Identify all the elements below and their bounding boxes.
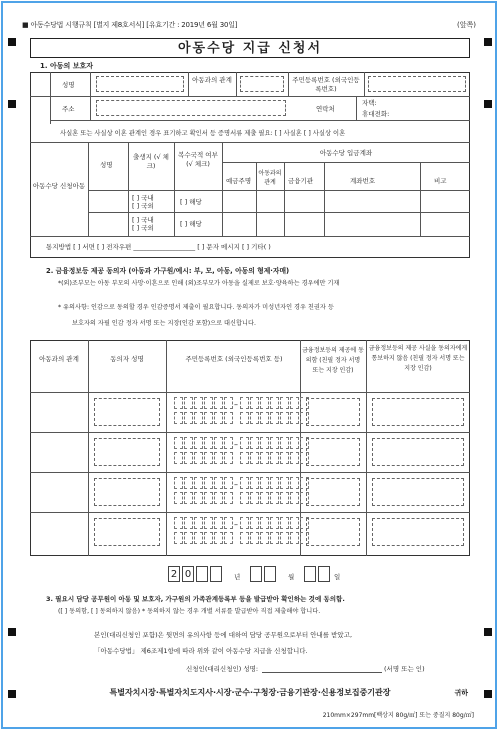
rrn-digit-cell[interactable] xyxy=(184,452,193,464)
label-guardian-name: 성명 xyxy=(62,81,75,89)
rrn-digit-cell[interactable] xyxy=(260,492,269,504)
col-rrn: 주민등록번호 (외국인등록번호 등) xyxy=(185,355,283,363)
rrn-digit-cell[interactable] xyxy=(240,437,249,449)
rrn-digit-cell[interactable] xyxy=(224,492,233,504)
rrn-digit-cell[interactable] xyxy=(224,437,233,449)
consent-sign-box[interactable] xyxy=(306,398,360,426)
col-no-notify: 금융정보등의 제공 사실을 동의자에게 통보하지 않음 (친필 정자 서명 또는 지장 인감) xyxy=(368,345,468,372)
rrn-digit-cell[interactable] xyxy=(270,437,279,449)
notify-method[interactable]: 통지방법 [ ] 서면 [ ] 전자우편 ___________________ [ ] 문자 메시지 [ ] 기타( ) xyxy=(46,243,271,251)
consent-sign-box[interactable] xyxy=(306,518,360,546)
rrn-digit-cell[interactable] xyxy=(214,492,223,504)
date-month-digit-2[interactable] xyxy=(264,566,276,582)
rrn-digit-cell[interactable] xyxy=(270,492,279,504)
guardian-name-input[interactable] xyxy=(96,76,184,92)
rrn-digit-cell[interactable] xyxy=(204,492,213,504)
rrn-separator: – xyxy=(234,400,238,409)
date-day-digit-2[interactable] xyxy=(318,566,330,582)
rrn-digit-cell[interactable] xyxy=(290,412,299,424)
label-home-phone: 자택: xyxy=(362,99,377,107)
child-side-label: 아동수당 신청아동 xyxy=(32,182,86,190)
rrn-digit-cell[interactable] xyxy=(260,412,269,424)
footer-honorific: 귀하 xyxy=(454,689,468,697)
common-law-note: 사실혼 또는 사실상 이혼 관계인 경우 표기하고 확인서 등 증명서류 제출 필요: [ ] 사실혼 [ ] 사실상 이혼 xyxy=(60,130,346,137)
rrn-digit-cell[interactable] xyxy=(224,517,233,529)
rrn-digit-cell[interactable] xyxy=(204,477,213,489)
rrn-digit-cell[interactable] xyxy=(184,492,193,504)
rrn-digit-cell[interactable] xyxy=(194,532,203,544)
form-header: ■ 아동수당법 시행규칙 [별지 제8호서식] [유효기간 : 2019년 6월 30일] xyxy=(22,21,238,29)
consent-sign-box[interactable] xyxy=(306,438,360,466)
rrn-separator: – xyxy=(234,440,238,449)
label-address: 주소 xyxy=(62,105,75,113)
rrn-digit-cell[interactable] xyxy=(184,532,193,544)
section3-title: 3. 필요시 담당 공무원이 아동 및 보호자, 가구원의 가족관계등록부 등을 발급받아 확인하는 것에 동의함. xyxy=(46,595,345,603)
no-notify-sign-box[interactable] xyxy=(372,478,464,506)
registration-mark-icon xyxy=(8,38,16,46)
page-side-label: (앞쪽) xyxy=(457,21,476,29)
section2-title: 2. 금융정보등 제공 동의자 (아동과 가구원/예시: 부, 모, 아동, 아동의 형제·자매) xyxy=(46,267,290,275)
label-child-birthplace: 출생지 (√ 체크) xyxy=(133,153,169,170)
rrn-digit-cell[interactable] xyxy=(240,397,249,409)
section2-note1: *(외)조부모는 아동 부모의 사망·이혼으로 인해 (외)조부모가 아동을 실제로 보호·양육하는 경우에만 기재 xyxy=(58,280,340,287)
rrn-digit-cell[interactable] xyxy=(204,437,213,449)
label-mobile-phone: 휴대전화: xyxy=(362,110,390,118)
col-consent: 금융정보등의 제공에 동의함 (친필 정자 서명 또는 지장 인감) xyxy=(302,347,364,374)
rrn-digit-cell[interactable] xyxy=(270,452,279,464)
rrn-digit-cell[interactable] xyxy=(240,477,249,489)
rrn-digit-cell[interactable] xyxy=(194,397,203,409)
rrn-digit-cell[interactable] xyxy=(280,412,289,424)
date-day-digit-1[interactable] xyxy=(304,566,316,582)
col-consenter: 동의자 성명 xyxy=(110,355,144,363)
rrn-digit-cell[interactable] xyxy=(174,492,183,504)
rrn-digit-cell[interactable] xyxy=(250,492,259,504)
rrn-digit-cell[interactable] xyxy=(174,397,183,409)
rrn-digit-cell[interactable] xyxy=(204,517,213,529)
rrn-digit-cell[interactable] xyxy=(250,532,259,544)
rrn-digit-cell[interactable] xyxy=(224,412,233,424)
rrn-digit-cell[interactable] xyxy=(280,437,289,449)
footer-recipient: 특별자치시장·특별자치도지사·시장·군수·구청장·금융기관장·신용정보집중기관장 xyxy=(109,688,391,697)
rrn-digit-cell[interactable] xyxy=(290,517,299,529)
guardian-rrn-input[interactable] xyxy=(368,76,466,92)
date-year-label: 년 xyxy=(234,573,241,581)
rrn-digit-cell[interactable] xyxy=(214,452,223,464)
rrn-digit-cell[interactable] xyxy=(270,532,279,544)
rrn-digit-cell[interactable] xyxy=(214,532,223,544)
rrn-digit-cell[interactable] xyxy=(174,412,183,424)
child1-abroad[interactable]: [ ] 국외 xyxy=(132,202,154,210)
rrn-digit-cell[interactable] xyxy=(290,397,299,409)
rrn-digit-cell[interactable] xyxy=(174,477,183,489)
rrn-digit-cell[interactable] xyxy=(290,452,299,464)
rrn-digit-cell[interactable] xyxy=(270,412,279,424)
registration-mark-icon xyxy=(484,100,492,108)
consenter-name-input[interactable] xyxy=(94,398,160,426)
rrn-digit-cell[interactable] xyxy=(290,532,299,544)
rrn-digit-cell[interactable] xyxy=(250,452,259,464)
section3-p2: 「아동수당법」 제6조제1항에 따라 위와 같이 아동수당 지급을 신청합니다. xyxy=(94,647,308,655)
no-notify-sign-box[interactable] xyxy=(372,438,464,466)
consenter-name-input[interactable] xyxy=(94,478,160,506)
rrn-digit-cell[interactable] xyxy=(270,397,279,409)
rrn-digit-cell[interactable] xyxy=(194,412,203,424)
rrn-digit-cell[interactable] xyxy=(240,492,249,504)
applicant-label: 신청인(대리신청인) 성명: xyxy=(186,665,259,673)
registration-mark-icon xyxy=(8,690,16,698)
date-year-digit-2[interactable]: 0 xyxy=(182,566,194,582)
rrn-digit-cell[interactable] xyxy=(290,492,299,504)
date-month-digit-1[interactable] xyxy=(250,566,262,582)
paper-spec: 210mm×297mm[백상지 80g/㎡] 또는 중질지 80g/㎡] xyxy=(322,712,474,719)
rrn-digit-cell[interactable] xyxy=(204,532,213,544)
rrn-digit-cell[interactable] xyxy=(260,517,269,529)
rrn-digit-cell[interactable] xyxy=(290,437,299,449)
rrn-digit-cell[interactable] xyxy=(204,397,213,409)
date-month-label: 월 xyxy=(288,573,295,581)
child2-domestic[interactable]: [ ] 국내 xyxy=(132,216,154,224)
child1-domestic[interactable]: [ ] 국내 xyxy=(132,194,154,202)
rrn-digit-cell[interactable] xyxy=(270,477,279,489)
rrn-digit-cell[interactable] xyxy=(260,532,269,544)
label-holder: 예금주명 xyxy=(226,177,252,185)
section2-note2a: * 유의사항: 인감으로 동의할 경우 인감증명서 제출이 필요합니다. 동의자가 미성년자인 경우 친권자 등 xyxy=(58,304,334,311)
rrn-digit-cell[interactable] xyxy=(224,532,233,544)
section3-sub[interactable]: ([ ] 동의함, [ ] 동의하지 않음) * 동의하지 않는 경우 개별 서류를 발급받아 직접 제출해야 합니다. xyxy=(58,608,321,615)
rrn-digit-cell[interactable] xyxy=(214,477,223,489)
applicant-sign: (서명 또는 인) xyxy=(384,665,425,673)
rrn-digit-cell[interactable] xyxy=(260,397,269,409)
section3-p1: 본인(대리신청인 포함)은 뒷면의 유의사항 등에 대하여 담당 공무원으로부터 안내를 받았고, xyxy=(94,631,353,639)
label-contact: 연락처 xyxy=(316,105,335,113)
rrn-digit-cell[interactable] xyxy=(250,397,259,409)
registration-mark-icon xyxy=(484,628,492,636)
rrn-digit-cell[interactable] xyxy=(194,517,203,529)
rrn-digit-cell[interactable] xyxy=(184,517,193,529)
consenter-name-input[interactable] xyxy=(94,518,160,546)
rrn-separator: – xyxy=(234,480,238,489)
rrn-digit-cell[interactable] xyxy=(260,452,269,464)
date-year-digit-4[interactable] xyxy=(210,566,222,582)
rrn-digit-cell[interactable] xyxy=(270,517,279,529)
rrn-digit-cell[interactable] xyxy=(240,452,249,464)
section1-title: 1. 아동의 보호자 xyxy=(40,62,93,70)
rrn-digit-cell[interactable] xyxy=(184,412,193,424)
rrn-digit-cell[interactable] xyxy=(224,452,233,464)
rrn-digit-cell[interactable] xyxy=(250,477,259,489)
rrn-digit-cell[interactable] xyxy=(250,412,259,424)
rrn-digit-cell[interactable] xyxy=(194,492,203,504)
registration-mark-icon xyxy=(484,690,492,698)
rrn-digit-cell[interactable] xyxy=(260,477,269,489)
label-guardian-rrn: 주민등록번호 (외국인등록번호) xyxy=(292,76,360,93)
rrn-digit-cell[interactable] xyxy=(174,532,183,544)
rrn-digit-cell[interactable] xyxy=(194,437,203,449)
rrn-digit-cell[interactable] xyxy=(214,517,223,529)
rrn-separator: – xyxy=(234,520,238,529)
rrn-digit-cell[interactable] xyxy=(174,517,183,529)
consenter-name-input[interactable] xyxy=(94,438,160,466)
label-bank: 금융기관 xyxy=(288,177,314,185)
guardian-relation-input[interactable] xyxy=(240,76,284,92)
address-input[interactable] xyxy=(96,100,286,116)
rrn-digit-cell[interactable] xyxy=(280,397,289,409)
registration-mark-icon xyxy=(8,628,16,636)
rrn-digit-cell[interactable] xyxy=(280,452,289,464)
consent-sign-box[interactable] xyxy=(306,478,360,506)
rrn-digit-cell[interactable] xyxy=(280,532,289,544)
rrn-digit-cell[interactable] xyxy=(260,437,269,449)
rrn-digit-cell[interactable] xyxy=(184,437,193,449)
rrn-digit-cell[interactable] xyxy=(204,452,213,464)
child2-abroad[interactable]: [ ] 국외 xyxy=(132,224,154,232)
no-notify-sign-box[interactable] xyxy=(372,398,464,426)
date-year-digit-1[interactable]: 2 xyxy=(168,566,180,582)
rrn-digit-cell[interactable] xyxy=(194,477,203,489)
rrn-digit-cell[interactable] xyxy=(174,437,183,449)
label-account: 아동수당 입금계좌 xyxy=(319,149,373,157)
rrn-digit-cell[interactable] xyxy=(214,437,223,449)
label-guardian-relation: 아동과의 관계 xyxy=(192,76,232,84)
form-title: 아동수당 지급 신청서 xyxy=(30,38,470,58)
rrn-digit-cell[interactable] xyxy=(224,397,233,409)
col-relation: 아동과의 관계 xyxy=(39,355,79,363)
rrn-digit-cell[interactable] xyxy=(280,477,289,489)
section2-note2b: 보호자의 자필 인감 정자 서명 또는 지장(인감 포함)으로 대신합니다. xyxy=(72,320,256,327)
rrn-digit-cell[interactable] xyxy=(250,517,259,529)
rrn-digit-cell[interactable] xyxy=(214,412,223,424)
child2-multi-nationality[interactable]: [ ] 해당 xyxy=(180,220,202,228)
no-notify-sign-box[interactable] xyxy=(372,518,464,546)
label-child-name: 성명 xyxy=(100,161,113,169)
label-note: 비고 xyxy=(434,177,447,185)
rrn-digit-cell[interactable] xyxy=(184,397,193,409)
rrn-digit-cell[interactable] xyxy=(204,412,213,424)
rrn-digit-cell[interactable] xyxy=(250,437,259,449)
rrn-digit-cell[interactable] xyxy=(280,517,289,529)
registration-mark-icon xyxy=(8,100,16,108)
rrn-digit-cell[interactable] xyxy=(214,397,223,409)
rrn-digit-cell[interactable] xyxy=(280,492,289,504)
rrn-digit-cell[interactable] xyxy=(194,452,203,464)
rrn-digit-cell[interactable] xyxy=(224,477,233,489)
rrn-digit-cell[interactable] xyxy=(240,532,249,544)
registration-mark-icon xyxy=(484,38,492,46)
label-holder-relation: 아동과의 관계 xyxy=(258,170,282,186)
rrn-digit-cell[interactable] xyxy=(290,477,299,489)
rrn-digit-cell[interactable] xyxy=(174,452,183,464)
rrn-digit-cell[interactable] xyxy=(184,477,193,489)
rrn-digit-cell[interactable] xyxy=(240,412,249,424)
label-account-number: 계좌번호 xyxy=(350,177,376,185)
date-year-digit-3[interactable] xyxy=(196,566,208,582)
date-day-label: 일 xyxy=(334,573,341,581)
label-child-nationality: 복수국적 여부 (√ 체크) xyxy=(178,151,218,168)
rrn-digit-cell[interactable] xyxy=(240,517,249,529)
child1-multi-nationality[interactable]: [ ] 해당 xyxy=(180,198,202,206)
